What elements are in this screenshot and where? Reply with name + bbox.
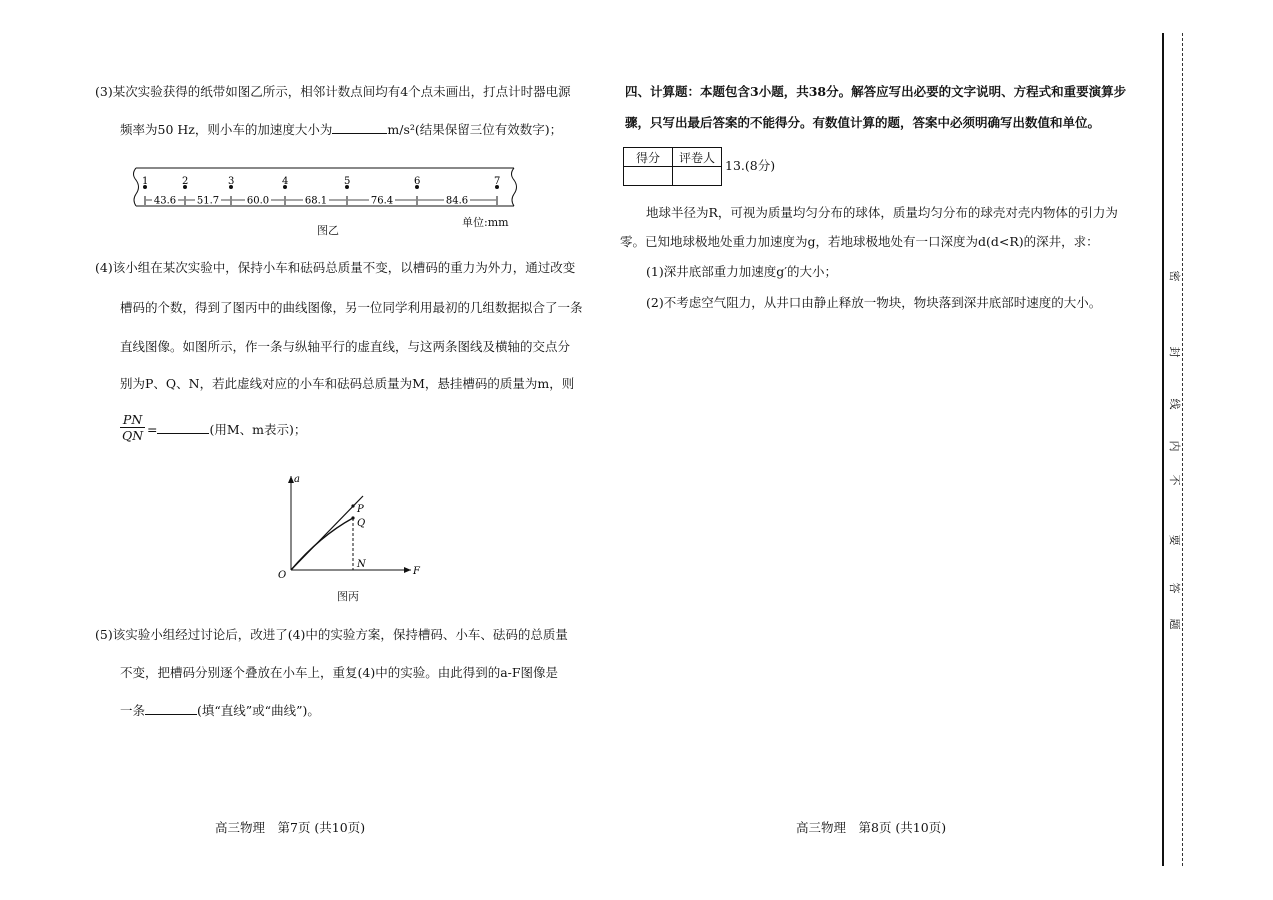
q13-sub2: (2)不考虑空气阻力，从井口由静止释放一物块，物块落到深井底部时速度的大小。 xyxy=(646,295,1102,310)
graph-q-label: Q xyxy=(357,518,366,529)
binding-strip-char: 题 xyxy=(1168,618,1181,630)
tape-interval-value: 60.0 xyxy=(246,195,270,207)
graph-origin-label: O xyxy=(278,570,287,580)
binding-strip-char: 线 xyxy=(1168,398,1181,410)
q3-line2-pre: 频率为50 Hz，则小车的加速度大小为 xyxy=(120,122,333,137)
score-header: 得分 xyxy=(624,148,673,167)
fraction-denominator: QN xyxy=(122,428,144,443)
tape-unit: 单位:mm xyxy=(462,216,509,229)
tape-interval-value: 43.6 xyxy=(153,195,177,207)
tape-caption: 图乙 xyxy=(317,224,339,237)
tape-point-label-5: 5 xyxy=(344,176,351,187)
section-header-line2: 骤，只写出最后答案的不能得分。有数值计算的题，答案中必须明确写出数值和单位。 xyxy=(625,115,1101,130)
tape-interval-value: 51.7 xyxy=(196,195,220,207)
q5-line2: 不变，把槽码分别逐个叠放在小车上，重复(4)中的实验。由此得到的a-F图像是 xyxy=(120,665,559,680)
q4-line3: 直线图像。如图所示，作一条与纵轴平行的虚直线，与这两条图线及横轴的交点分 xyxy=(120,339,571,354)
graph-p-label: P xyxy=(357,504,364,515)
fraction-pn-qn xyxy=(120,412,145,443)
q4-line2: 槽码的个数，得到了图丙中的曲线图像，另一位同学利用最初的几组数据拟合了一条 xyxy=(120,300,583,315)
score-cell[interactable] xyxy=(624,167,673,186)
q5-line3 xyxy=(120,701,320,721)
q3-line2-post: m/s²(结果保留三位有效数字)； xyxy=(387,122,563,137)
fraction-numerator: PN xyxy=(120,412,145,428)
q13-line2: 零。已知地球极地处重力加速度为g，若地球极地处有一口深度为d(d<R)的深井，求： xyxy=(620,234,1099,249)
score-table xyxy=(623,147,722,186)
binding-strip-char: 不 xyxy=(1168,474,1181,486)
tape-point-label-6: 6 xyxy=(414,176,421,187)
tape-point-label-2: 2 xyxy=(182,176,189,187)
right-footer: 高三物理 第8页 (共10页) xyxy=(796,820,947,835)
q4-line1: (4)该小组在某次实验中，保持小车和砝码总质量不变，以槽码的重力为外力，通过改变 xyxy=(95,260,576,275)
tape-interval-value: 68.1 xyxy=(304,195,328,207)
binding-strip-char: 内 xyxy=(1168,440,1181,452)
q13-label: 13.(8分) xyxy=(725,158,776,173)
q4-answer-blank[interactable] xyxy=(157,421,209,434)
a-f-graph xyxy=(275,470,425,580)
tape-interval-value: 84.6 xyxy=(445,195,469,207)
equals-sign: = xyxy=(147,422,158,437)
q4-line4: 别为P、Q、N，若此虚线对应的小车和砝码总质量为M，悬挂槽码的质量为m，则 xyxy=(120,376,575,391)
graph-x-label: F xyxy=(413,566,420,577)
tape-interval-value: 76.4 xyxy=(370,195,394,207)
left-footer: 高三物理 第7页 (共10页) xyxy=(215,820,366,835)
q13-sub1: (1)深井底部重力加速度g′的大小； xyxy=(646,264,838,279)
q3-line2 xyxy=(120,120,562,140)
grader-cell[interactable] xyxy=(673,167,722,186)
binding-strip-char: 要 xyxy=(1168,534,1181,546)
q4-line5-post: (用M、m表示)； xyxy=(209,422,307,437)
q5-line3-post: (填“直线”或“曲线”)。 xyxy=(197,703,320,718)
q13-line1: 地球半径为R，可视为质量均匀分布的球体，质量均匀分布的球壳对壳内物体的引力为 xyxy=(646,205,1118,220)
binding-line-solid xyxy=(1162,33,1164,866)
binding-strip-char: 答 xyxy=(1168,582,1181,594)
graph-n-label: N xyxy=(357,559,366,570)
graph-caption: 图丙 xyxy=(337,590,359,603)
tape-point-label-3: 3 xyxy=(228,176,235,187)
binding-strip-char: 封 xyxy=(1168,346,1181,358)
q5-line3-pre: 一条 xyxy=(120,703,146,718)
q5-line1: (5)该实验小组经过讨论后，改进了(4)中的实验方案，保持槽码、小车、砝码的总质量 xyxy=(95,627,568,642)
q3-answer-blank[interactable] xyxy=(332,121,387,134)
tape-point-label-7: 7 xyxy=(494,176,501,187)
grader-header: 评卷人 xyxy=(673,148,722,167)
section-header-line1: 四、计算题：本题包含3小题，共38分。解答应写出必要的文字说明、方程式和重要演算步 xyxy=(625,84,1127,99)
q4-line5 xyxy=(147,420,306,440)
tape-point-label-4: 4 xyxy=(282,176,289,187)
q3-line1: (3)某次实验获得的纸带如图乙所示，相邻计数点间均有4个点未画出，打点计时器电源 xyxy=(95,84,571,99)
paper-tape-figure xyxy=(130,160,520,220)
q5-answer-blank[interactable] xyxy=(145,702,197,715)
tape-point-label-1: 1 xyxy=(142,176,149,187)
graph-y-label: a xyxy=(294,474,300,485)
binding-strip-char: 密 xyxy=(1168,270,1181,282)
